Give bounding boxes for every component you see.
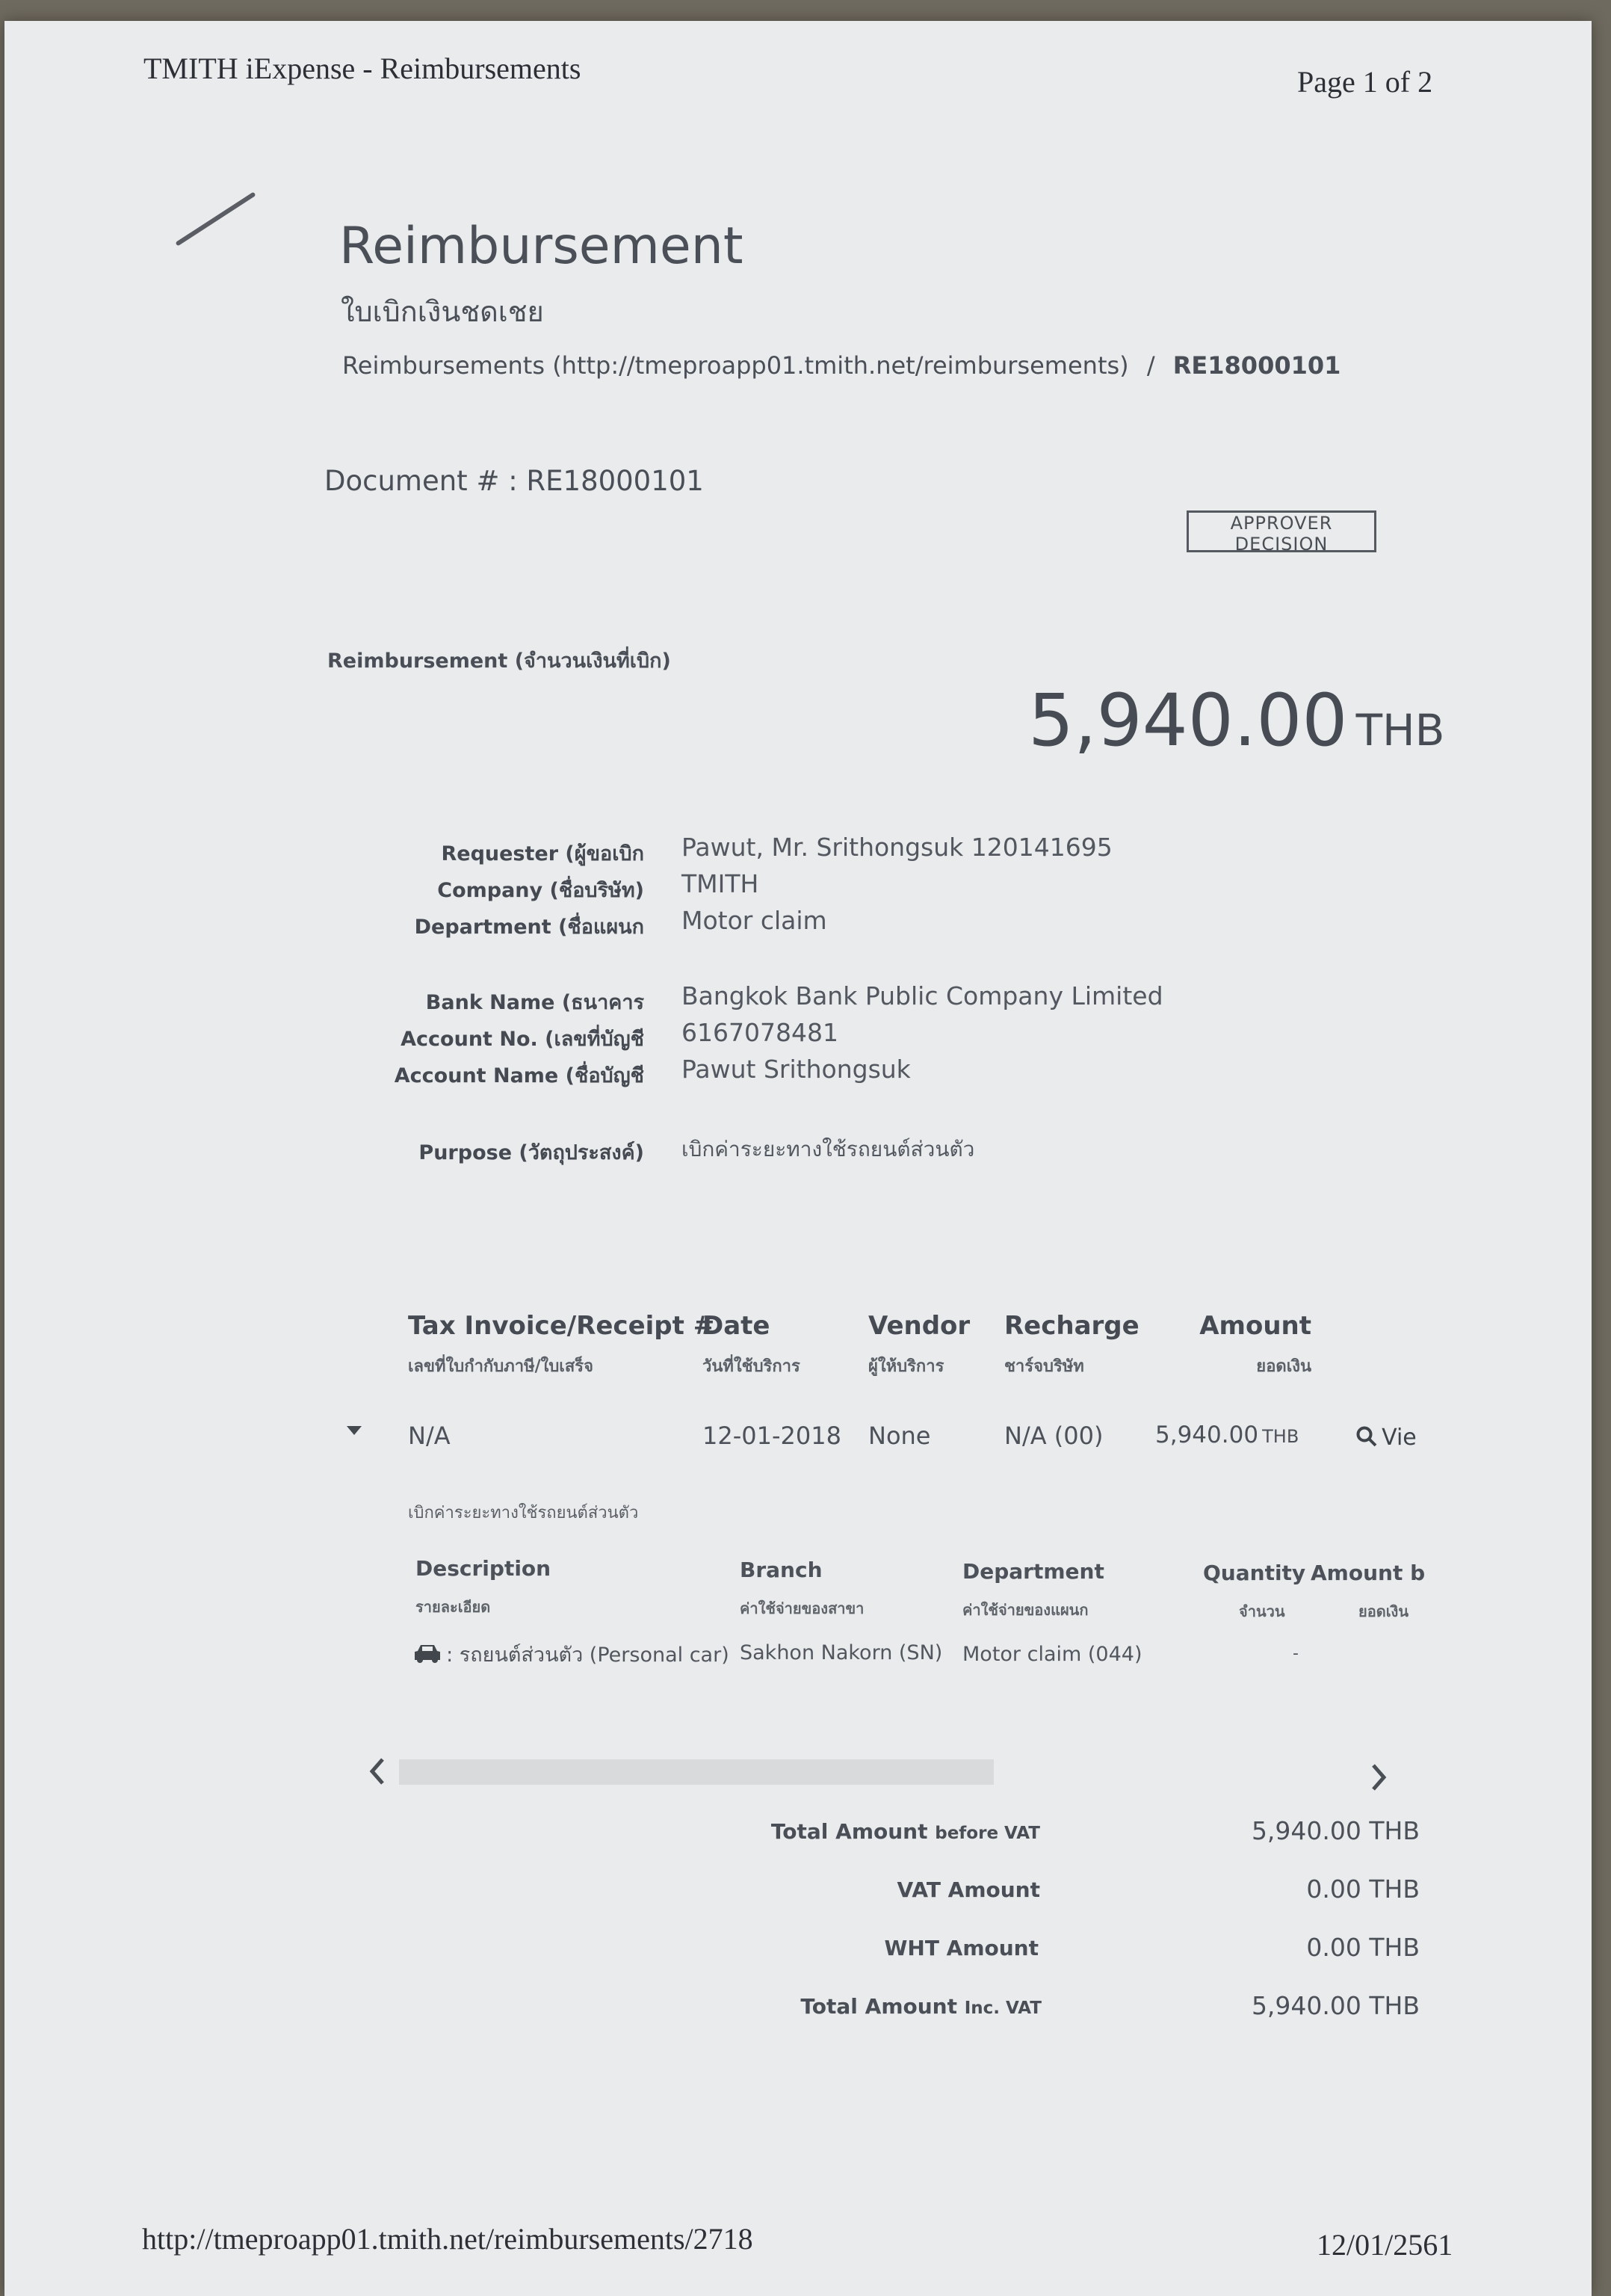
reimbursement-currency: THB <box>1355 705 1445 756</box>
page-subtitle: ใบเบิกเงินชดเชย <box>341 295 544 328</box>
total-before-vat-label-suffix: before VAT <box>935 1824 1040 1843</box>
row-recharge: N/A (00) <box>1004 1422 1104 1450</box>
row-amount-value: 5,940.00 <box>1155 1422 1259 1448</box>
row-receipt: N/A <box>408 1422 451 1450</box>
account-no-label: Account No. (เลขที่บัญชี <box>401 1028 644 1051</box>
purpose-label: Purpose (วัตถุประสงค์) <box>418 1141 644 1164</box>
pen-mark <box>175 191 256 246</box>
account-no-value: 6167078481 <box>681 1018 838 1047</box>
company-value: TMITH <box>681 869 759 898</box>
reimbursement-total <box>1028 679 1444 762</box>
breadcrumb-separator: / <box>1146 351 1155 380</box>
subrow-quantity: - <box>1293 1644 1299 1663</box>
subrow-branch: Sakhon Nakorn (SN) <box>740 1641 943 1664</box>
subrow-description <box>412 1638 729 1670</box>
total-inc-vat-label <box>800 1994 1042 2019</box>
total-inc-vat-value: 5,940.00 THB <box>1251 1991 1420 2020</box>
subth-branch-th: ค่าใช้จ่ายของสาขา <box>740 1599 865 1617</box>
print-footer-url: http://tmeproapp01.tmith.net/reimbursements/2718 <box>142 2222 753 2256</box>
th-amount-th: ยอดเงิน <box>1256 1357 1311 1376</box>
breadcrumb-current: RE18000101 <box>1172 351 1341 380</box>
department-label: Department (ชื่อแผนก <box>414 916 644 939</box>
document-number: Document # : RE18000101 <box>324 465 704 497</box>
total-before-vat-label <box>771 1819 1040 1844</box>
wht-amount-label: WHT Amount <box>884 1936 1039 1960</box>
account-name-value: Pawut Srithongsuk <box>681 1055 911 1084</box>
account-name-label: Account Name (ชื่อบัญชี <box>394 1064 644 1087</box>
th-recharge-th: ชาร์จบริษัท <box>1004 1357 1084 1376</box>
th-vendor-th: ผู้ให้บริการ <box>868 1357 944 1376</box>
chevron-right-icon <box>1369 1762 1388 1792</box>
department-value: Motor claim <box>681 906 827 935</box>
subrow-description-text: : รถยนต์ส่วนตัว (Personal car) <box>446 1644 729 1667</box>
reimbursement-amount-label: Reimbursement (จำนวนเงินที่เบิก) <box>327 649 671 673</box>
subth-quantity-th: จำนวน <box>1239 1602 1285 1620</box>
bank-name-value: Bangkok Bank Public Company Limited <box>681 981 1163 1010</box>
print-header-page: Page 1 of 2 <box>1297 65 1433 99</box>
print-header-title: TMITH iExpense - Reimbursements <box>143 52 581 85</box>
subrow-department: Motor claim (044) <box>962 1643 1142 1666</box>
subth-department-th: ค่าใช้จ่ายของแผนก <box>962 1601 1089 1619</box>
purpose-value: เบิกค่าระยะทางใช้รถยนต์ส่วนตัว <box>681 1137 975 1161</box>
approver-decision-button[interactable]: APPROVER DECISION <box>1187 510 1376 552</box>
breadcrumb-link[interactable]: Reimbursements (http://tmeproapp01.tmith.net/reimbursements) <box>342 351 1129 380</box>
total-inc-vat-label-suffix: Inc. VAT <box>964 1999 1042 2018</box>
row-note: เบิกค่าระยะทางใช้รถยนต์ส่วนตัว <box>408 1504 639 1522</box>
total-before-vat-value: 5,940.00 THB <box>1251 1816 1420 1845</box>
car-icon <box>412 1642 442 1664</box>
company-label: Company (ชื่อบริษัท) <box>437 879 644 902</box>
search-icon <box>1355 1425 1378 1448</box>
print-footer-date: 12/01/2561 <box>1317 2228 1453 2262</box>
scroll-right-button[interactable] <box>1369 1762 1388 1795</box>
expand-row-toggle[interactable] <box>345 1425 363 1439</box>
caret-down-icon <box>345 1425 363 1436</box>
vat-amount-value: 0.00 THB <box>1306 1874 1420 1904</box>
th-date: Date <box>702 1311 770 1341</box>
page-title: Reimbursement <box>339 217 743 276</box>
vat-amount-label: VAT Amount <box>897 1877 1040 1902</box>
th-receipt-th: เลขที่ใบกำกับภาษี/ใบเสร็จ <box>408 1357 593 1376</box>
row-date: 12-01-2018 <box>702 1422 841 1450</box>
view-link[interactable] <box>1355 1425 1417 1451</box>
subth-description: Description <box>415 1556 551 1581</box>
subth-description-th: รายละเอียด <box>415 1598 491 1616</box>
printed-page <box>4 21 1592 2296</box>
row-amount-currency: THB <box>1262 1426 1299 1447</box>
th-receipt: Tax Invoice/Receipt # <box>408 1311 715 1341</box>
chevron-left-icon <box>368 1756 387 1786</box>
view-link-label: Vie <box>1382 1425 1417 1451</box>
th-vendor: Vendor <box>868 1311 971 1341</box>
scroll-left-button[interactable] <box>368 1756 387 1789</box>
total-inc-vat-label-main: Total Amount <box>800 1994 957 2019</box>
subth-department: Department <box>962 1559 1104 1584</box>
reimbursement-amount-value: 5,940.00 <box>1028 679 1348 762</box>
subth-quantity: Quantity <box>1203 1561 1306 1585</box>
breadcrumb <box>342 351 1341 380</box>
th-recharge: Recharge <box>1004 1311 1140 1341</box>
bank-name-label: Bank Name (ธนาคาร <box>425 991 644 1014</box>
total-before-vat-label-main: Total Amount <box>770 1819 928 1844</box>
requester-value: Pawut, Mr. Srithongsuk 120141695 <box>681 833 1113 862</box>
subth-amount: Amount b <box>1311 1561 1426 1585</box>
requester-label: Requester (ผู้ขอเบิก <box>441 842 644 865</box>
horizontal-scrollbar[interactable] <box>399 1759 994 1785</box>
subth-branch: Branch <box>740 1558 823 1582</box>
th-date-th: วันที่ใช้บริการ <box>702 1357 800 1376</box>
row-vendor: None <box>868 1422 931 1450</box>
wht-amount-value: 0.00 THB <box>1306 1933 1420 1962</box>
th-amount: Amount <box>1199 1311 1311 1341</box>
row-amount <box>1155 1422 1299 1448</box>
subth-amount-th: ยอดเงิน <box>1358 1602 1409 1620</box>
